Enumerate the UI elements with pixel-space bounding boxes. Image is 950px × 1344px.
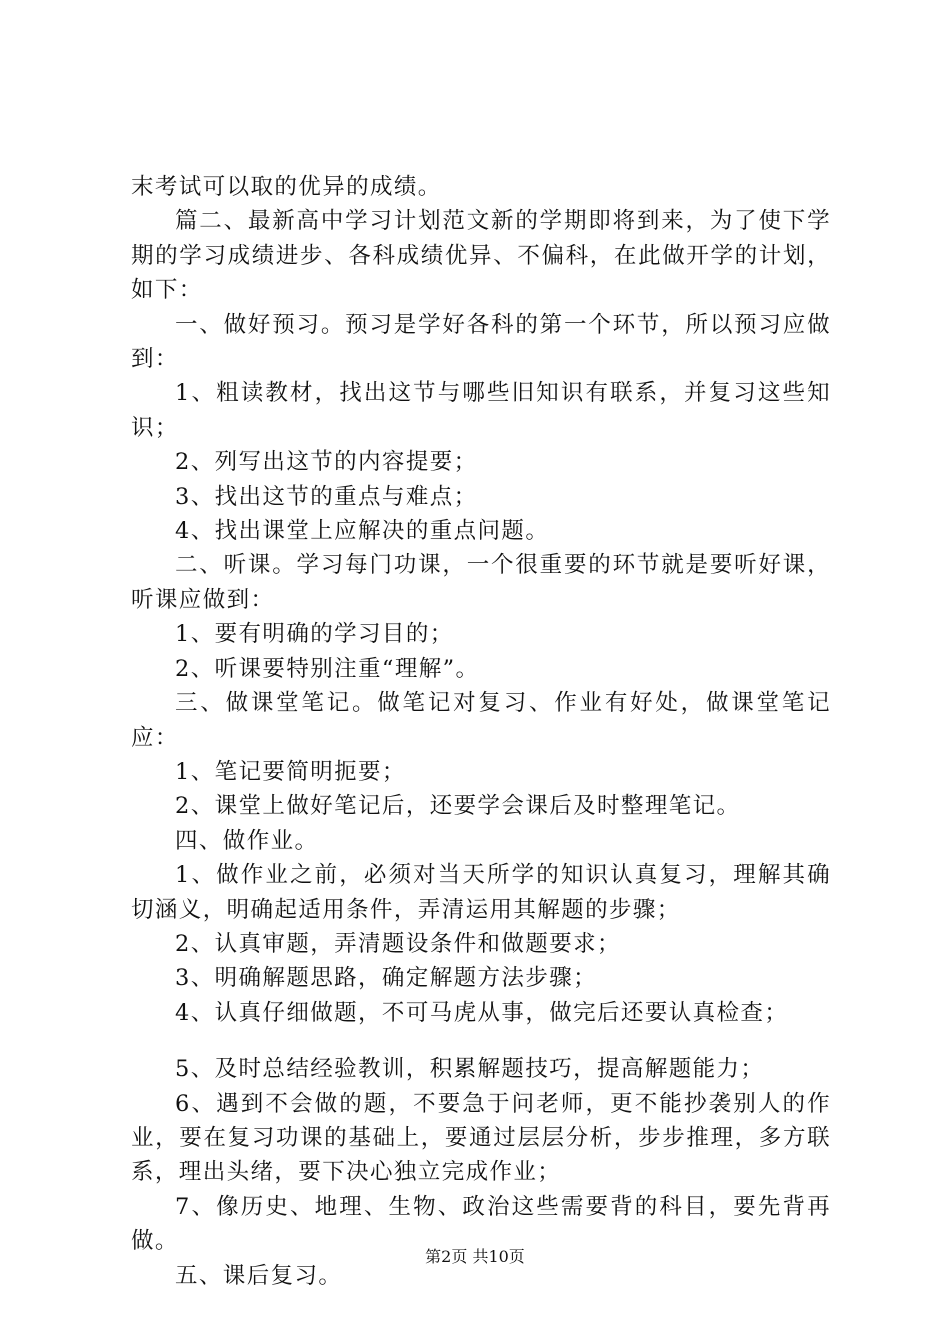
document-body <box>131 170 831 1293</box>
paragraph: 篇二、最新高中学习计划范文新的学期即将到来，为了使下学期的学习成绩进步、各科成绩优异、不偏科，在此做开学的计划，如下： <box>131 208 831 304</box>
paragraph: 二、听课。学习每门功课，一个很重要的环节就是要听好课，听课应做到： <box>131 552 831 613</box>
paragraph: 7、像历史、地理、生物、政治这些需要背的科目，要先背再做。 <box>131 1193 831 1255</box>
paragraph: 2、课堂上做好笔记后，还要学会课后及时整理笔记。 <box>175 793 741 820</box>
paragraph: 1、粗读教材，找出这节与哪些旧知识有联系，并复习这些知识； <box>131 380 831 441</box>
paragraph: 2、认真审题，弄清题设条件和做题要求； <box>175 930 621 957</box>
paragraph: 5、及时总结经验教训，积累解题技巧，提高解题能力； <box>175 1056 765 1083</box>
paragraph: 1、要有明确的学习目的； <box>175 621 454 648</box>
paragraph: 五、课后复习。 <box>175 1262 343 1289</box>
paragraph: 3、明确解题思路，确定解题方法步骤； <box>175 965 598 992</box>
paragraph: 3、找出这节的重点与难点； <box>175 483 478 510</box>
paragraph: 1、笔记要简明扼要； <box>175 758 406 785</box>
paragraph: 四、做作业。 <box>175 827 319 854</box>
paragraph-gap <box>131 1030 831 1052</box>
page-number: 第2页 共10页 <box>425 1247 525 1266</box>
page-footer <box>0 1244 950 1267</box>
paragraph: 2、听课要特别注重“理解”。 <box>175 655 480 682</box>
paragraph: 末考试可以取的优异的成绩。 <box>131 174 442 200</box>
paragraph: 4、认真仔细做题，不可马虎从事，做完后还要认真检查； <box>175 999 789 1026</box>
paragraph: 2、列写出这节的内容提要； <box>175 449 478 476</box>
paragraph: 1、做作业之前，必须对当天所学的知识认真复习，理解其确切涵义，明确起适用条件，弄清运用其解题的步骤； <box>131 862 831 923</box>
paragraph: 6、遇到不会做的题，不要急于问老师，更不能抄袭别人的作业，要在复习功课的基础上，要通过层层分析，步步推理，多方联系，理出头绪，要下决心独立完成作业； <box>131 1090 831 1186</box>
paragraph: 4、找出课堂上应解决的重点问题。 <box>175 518 550 545</box>
paragraph: 三、做课堂笔记。做笔记对复习、作业有好处，做课堂笔记应： <box>131 690 831 751</box>
paragraph: 一、做好预习。预习是学好各科的第一个环节，所以预习应做到： <box>131 311 831 373</box>
